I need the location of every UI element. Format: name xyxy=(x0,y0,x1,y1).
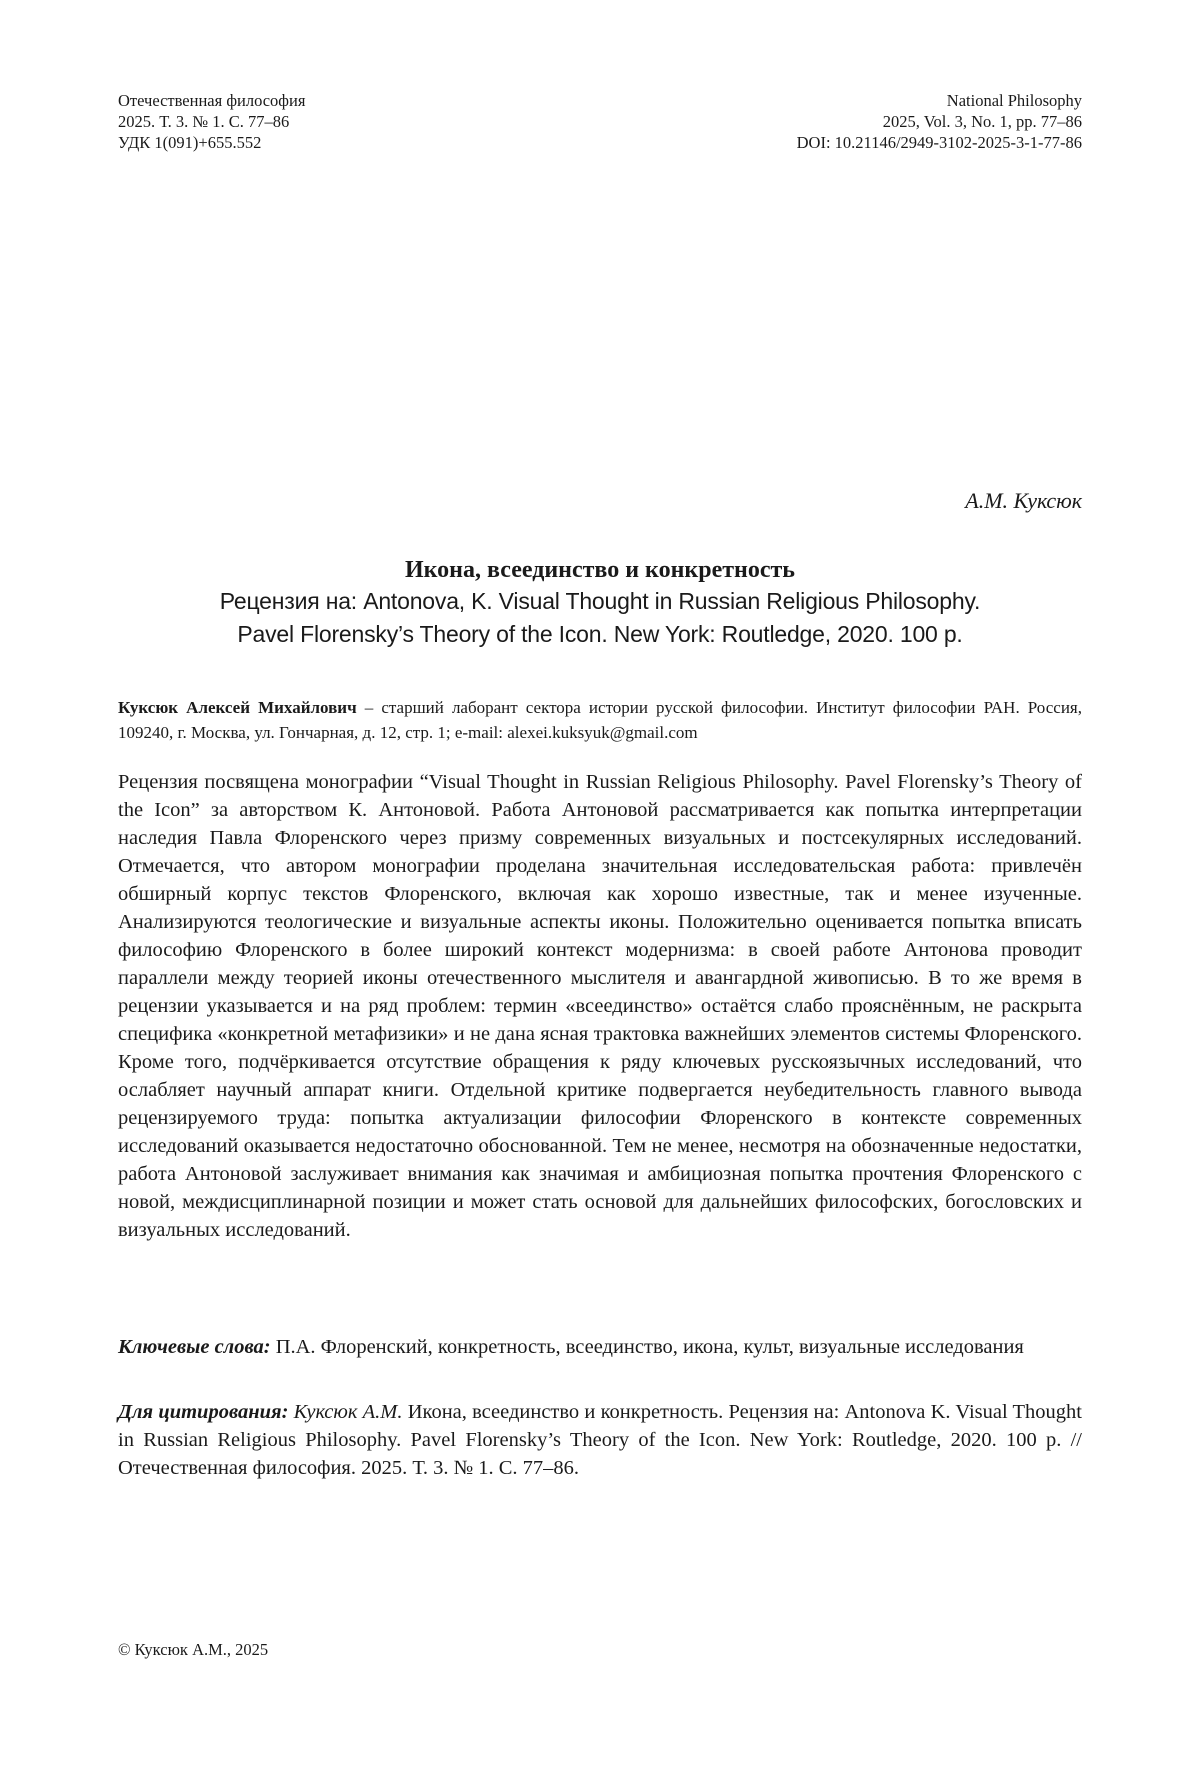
citation xyxy=(118,1398,1082,1482)
copyright: © Куксюк А.М., 2025 xyxy=(118,1640,269,1659)
udc-code: УДК 1(091)+655.552 xyxy=(118,133,262,152)
header-left xyxy=(118,90,305,153)
author-byline: А.М. Куксюк xyxy=(965,488,1082,513)
running-header xyxy=(118,90,1082,153)
keywords-text: П.А. Флоренский, конкретность, всеединство, икона, культ, визуальные исследования xyxy=(270,1336,1024,1358)
article-subtitle-line-1: Рецензия на: Antonova, K. Visual Thought in Russian Religious Philosophy. xyxy=(219,588,981,614)
author-info xyxy=(118,695,1082,745)
journal-name-ru: Отечественная философия xyxy=(118,91,306,110)
abstract: Рецензия посвящена монографии “Visual Thought in Russian Religious Philosophy. Pavel Florensky’s Theory of the Icon” за авторством К. Антоновой. Работа Антоновой рассматривается как попытка интерпретации наследия Павла Флоренского через призму современных визуальных и постсекулярных исследований. Отмечается, что автором монографии проделана значительная исследовательская работа: привлечён обширный корпус текстов Флоренского, включая как хорошо известные, так и менее изученные. Анализируются теологические и визуальные аспекты иконы. Положительно оценивается попытка вписать философию Флоренского в более широкий контекст модернизма: в своей работе Антонова проводит параллели между теорией иконы отечественного мыслителя и авангардной живописью. В то же время в рецензии указывается и на ряд проблем: термин «всеединство» остаётся слабо прояснённым, не раскрыта специфика «конкретной метафизики» и не дана ясная трактовка важнейших элементов системы Флоренского. Кроме того, подчёркивается отсутствие обращения к ряду ключевых русскоязычных исследований, что ослабляет научный аппарат книги. Отдельной критике подвергается неубедительность главного вывода рецензируемого труда: попытка актуализации философии Флоренского в контексте современных исследований оказывается недостаточно обоснованной. Тем не менее, несмотря на обозначенные недостатки, работа Антоновой заслуживает внимания как значимая и амбициозная попытка прочтения Флоренского с новой, междисциплинарной позиции и может стать основой для дальнейших философских, богословских и визуальных исследований. xyxy=(118,771,1082,1241)
article-subtitle-line-2: Pavel Florensky’s Theory of the Icon. New York: Routledge, 2020. 100 p. xyxy=(237,621,963,647)
journal-name-en: National Philosophy xyxy=(946,91,1082,110)
document-page xyxy=(118,0,1082,1792)
keywords xyxy=(118,1333,1082,1361)
header-right xyxy=(797,90,1082,153)
keywords-label: Ключевые слова: xyxy=(118,1336,271,1358)
doi: DOI: 10.21146/2949-3102-2025-3-1-77-86 xyxy=(796,133,1082,152)
article-title: Икона, всеединство и конкретность xyxy=(405,557,795,583)
citation-label: Для цитирования: xyxy=(118,1401,289,1423)
author-affiliation: – старший лаборант сектора истории русской философии. Институт философии РАН. Россия, 109240, г. Москва, ул. Гончарная, д. 12, стр. 1; e-mail: alexei.kuksyuk@gmail.com xyxy=(118,698,1082,742)
issue-info-en: 2025, Vol. 3, No. 1, pp. 77–86 xyxy=(882,112,1082,131)
issue-info-ru: 2025. Т. 3. № 1. С. 77–86 xyxy=(118,112,290,131)
title-block xyxy=(118,555,1082,651)
citation-author: Куксюк А.М. xyxy=(288,1401,403,1423)
citation-text: Икона, всеединство и конкретность. Рецензия на: Antonova K. Visual Thought in Russian Religious Philosophy. Pavel Florensky’s Theory of the Icon. New York: Routledge, 2020. 100 p. // Отечественная философия. 2025. Т. 3. № 1. С. 77–86. xyxy=(118,1401,1082,1479)
author-full-name: Куксюк Алексей Михайлович xyxy=(118,698,357,717)
